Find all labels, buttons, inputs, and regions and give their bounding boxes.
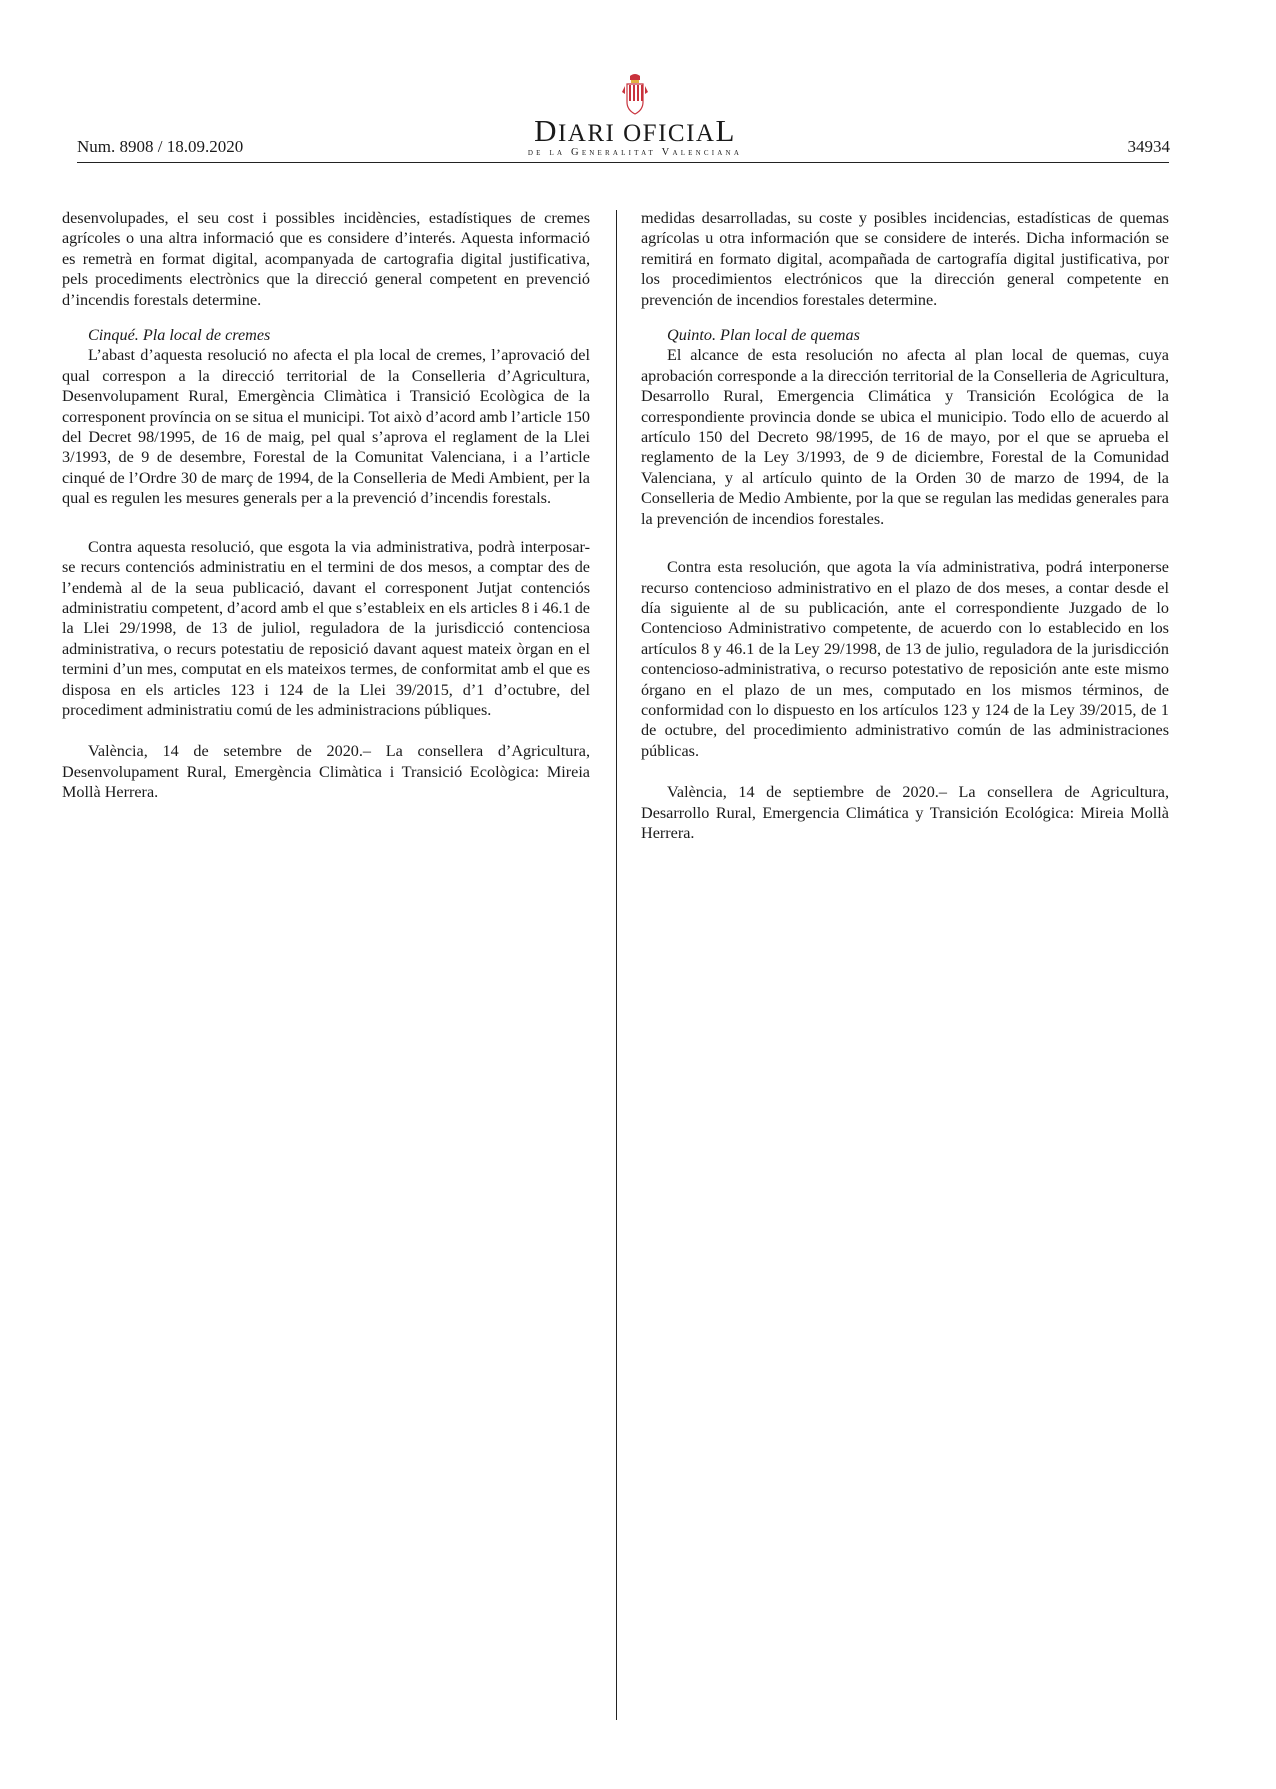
masthead [500, 72, 770, 158]
column-valencian [62, 208, 590, 803]
masthead-subtitle: de la Generalitat Valenciana [527, 147, 743, 158]
section-heading: Cinqué. Pla local de cremes [88, 326, 271, 345]
paragraph: Contra aquesta resolució, que esgota la via administrativa, podrà interposar-se recurs contenciós administratiu en el termini de dos mesos, a comptar des de l’endemà al de la seua publicació, davant el corresponent Jutjat contenciós administratiu competent, d’acord amb el que s’estableix en els articles 8 i 46.1 de la Llei 29/1998, de 13 de juliol, reguladora de la jurisdicció contenciosa administrativa, o recurs potestatiu de reposició davant aquest mateix òrgan en el termini d’un mes, computat en els mateixos termes, de conformitat amb el que es disposa en els articles 123 i 124 de la Llei 39/2015, d’1 d’octubre, del procediment administratiu comú de les administracions públiques. [62, 537, 590, 719]
signature-paragraph: València, 14 de septiembre de 2020.– La consellera de Agricultura, Desarrollo Rural, Emergencia Climática y Transición Ecológica: Mireia Mollà Herrera. [641, 783, 1169, 842]
column-divider [616, 210, 617, 1720]
section-heading: Quinto. Plan local de quemas [667, 326, 860, 345]
coat-of-arms-icon [621, 72, 649, 116]
issue-number-date: Num. 8908 / 18.09.2020 [77, 137, 244, 156]
paragraph: desenvolupades, el seu cost i possibles incidències, estadístiques de cremes agrícoles o una altra informació que es considere d’interés. Aquesta informació es remetrà en format digital, acompanyada de cartografia digital justificativa, pels procediments electrònics que la direcció general competent en prevenció d’incendis forestals determine. [62, 209, 590, 309]
signature-paragraph: València, 14 de setembre de 2020.– La consellera d’Agricultura, Desenvolupament Rural, Emergència Climàtica i Transició Ecològica: Mireia Mollà Herrera. [62, 742, 590, 802]
masthead-title: DIARI OFICIAL [534, 113, 736, 148]
page-number: 34934 [1127, 137, 1170, 156]
paragraph: medidas desarrolladas, su coste y posibles incidencias, estadísticas de quemas agrícolas u otra información que se considere de interés. Dicha información se remitirá en formato digital, acompañada de cartografía digital justificativa, por los procedimientos electrónicos que la dirección general competente en prevención de incendios forestales determine. [641, 209, 1169, 309]
paragraph: Contra esta resolución, que agota la vía administrativa, podrá interponerse recurso contencioso administrativo en el plazo de dos meses, a contar desde el día siguiente al de su publicación, ante el correspondiente Juzgado de lo Contencioso Administrativo competente, de acuerdo con lo establecido en los artículos 8 y 46.1 de la Ley 29/1998, de 13 de julio, reguladora de la jurisdicción contencioso-administrativa, o recurso potestativo de reposición ante este mismo órgano en el plazo de un mes, computado en los mismos términos, de conformidad con lo dispuesto en los artículos 123 y 124 de la Ley 39/2015, de 1 de octubre, del procedimiento administrativo común de las administraciones públicas. [641, 558, 1169, 760]
header-rule [77, 162, 1169, 163]
paragraph: El alcance de esta resolución no afecta al plan local de quemas, cuya aprobación corresponde a la dirección territorial de la Conselleria de Agricultura, Desarrollo Rural, Emergencia Climática y Transición Ecológica de la correspondiente provincia donde se ubica el municipio. Todo ello de acuerdo al artículo 150 del Decreto 98/1995, de 16 de mayo, por el que se aprueba el reglamento de la Ley 3/1993, de 9 de diciembre, Forestal de la Comunidad Valenciana, y al artículo quinto de la Orden 30 de marzo de 1994, de la Conselleria de Medio Ambiente, por la que se regulan las medidas generales para la prevención de incendios forestales. [641, 346, 1169, 528]
column-spanish [641, 208, 1169, 843]
paragraph: L’abast d’aquesta resolució no afecta el pla local de cremes, l’aprovació del qual correspon a la direcció territorial de la Conselleria d’Agricultura, Desenvolupament Rural, Emergència Climàtica i Transició Ecològica de la corresponent província on se situa el municipi. Tot això d’acord amb l’article 150 del Decret 98/1995, de 16 de maig, pel qual s’aprova el reglament de la Llei 3/1993, de 9 de desembre, Forestal de la Comunitat Valenciana, i a l’article cinqué de l’Ordre 30 de març de 1994, de la Conselleria de Medi Ambient, per la qual es regulen les mesures generals per a la prevenció d’incendis forestals. [62, 346, 590, 508]
